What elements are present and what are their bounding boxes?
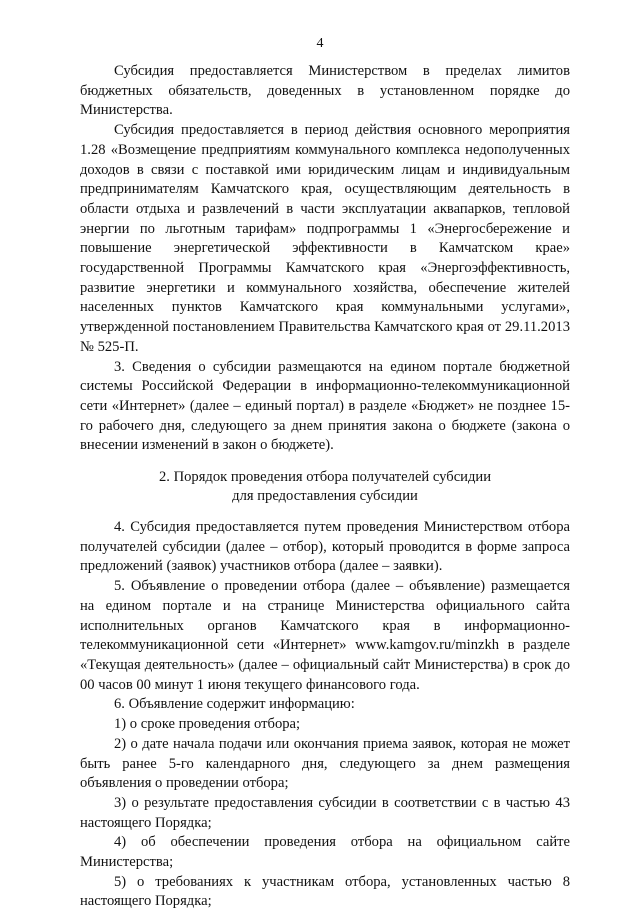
section-heading-line-1: 2. Порядок проведения отбора получателей субсидии: [158, 469, 492, 486]
paragraph: 4. Субсидия предоставляется путем проведения Министерством отбора получателей субсидии (далее – отбор), который проводится в форме запроса предложений (заявок) участников отбора (далее – заявки).: [80, 519, 570, 575]
list-item: 5) о требованиях к участникам отбора, установленных частью 8 настоящего Порядка;: [80, 873, 570, 910]
paragraph: Субсидия предоставляется Министерством в пределах лимитов бюджетных обязательств, доведенных в установленном порядке до Министерства.: [80, 63, 570, 119]
document-body: [80, 62, 570, 912]
list-item: 2) о дате начала подачи или окончания приема заявок, которая не может быть ранее 5-го календарного дня, следующего за днем размещения объявления о проведении отбора;: [80, 735, 570, 792]
paragraph: Субсидия предоставляется в период действия основного мероприятия 1.28 «Возмещение предприятиям коммунального комплекса недополученных доходов в связи с поставкой ими юридическим лицам и индивидуальным предпринимателям Камчатского края, осуществляющим деятельность в области отдыха и развлечений в части эксплуатации аквапарков, тепловой энергии по льготным тарифам» подпрограммы 1 «Энергосбережение и повышение энергетической эффективности в Камчатском крае» государственной Программы Камчатского края «Энергоэффективность, развитие энергетики и коммунального хозяйства, обеспечение жителей населенных пунктов Камчатского края коммунальными услугами», утвержденной постановлением Правительства Камчатского края от 29.11.2013 № 525-П.: [80, 122, 570, 355]
list-item: 4) об обеспечении проведения отбора на официальном сайте Министерства;: [80, 834, 570, 871]
list-item: 1) о сроке проведения отбора;: [114, 716, 301, 733]
section-heading: [80, 456, 570, 518]
paragraph: 5. Объявление о проведении отбора (далее – объявление) размещается на едином портале и на странице Министерства официального сайта исполнительных органов Камчатского края в информационно-телекоммуникационной сети «Интернет» www.kamgov.ru/minzkh в разделе «Текущая деятельность» (далее – официальный сайт Министерства) в срок до 00 часов 00 минут 1 июня текущего финансового года.: [80, 578, 570, 693]
section-heading-line-2: для предоставления субсидии: [232, 488, 418, 505]
list-item: 3) о результате предоставления субсидии в соответствии с в частью 43 настоящего Порядка;: [80, 794, 570, 831]
page-number: 4: [316, 36, 324, 51]
paragraph: 3. Сведения о субсидии размещаются на едином портале бюджетной системы Российской Федерации в информационно-телекоммуникационной сети «Интернет» (далее – единый портал) в разделе «Бюджет» не позднее 15-го рабочего дня, следующего за днем принятия закона о бюджете (закона о внесении изменений в закон о бюджете).: [80, 358, 570, 454]
paragraph: 6. Объявление содержит информацию:: [114, 696, 355, 713]
